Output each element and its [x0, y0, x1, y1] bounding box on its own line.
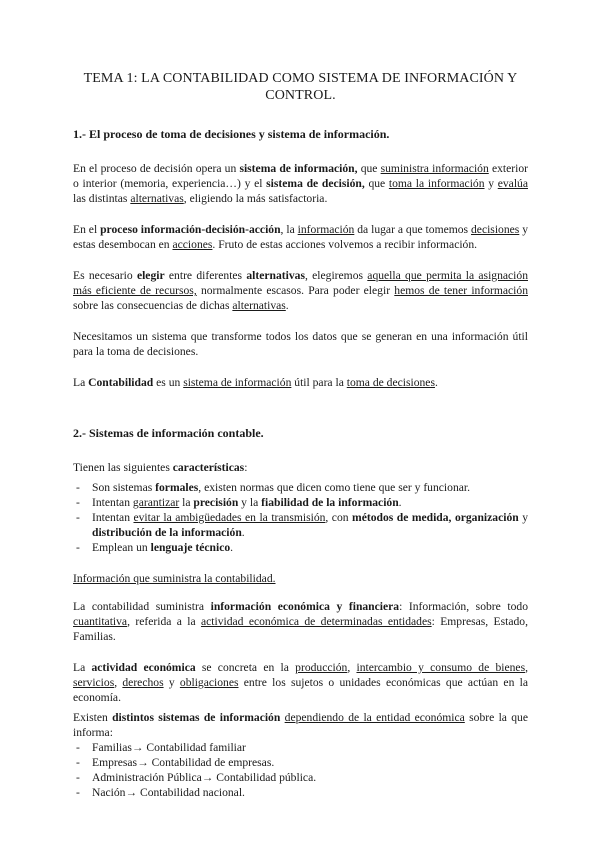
- underlined-term: información: [297, 223, 355, 236]
- text: .: [398, 496, 402, 509]
- underlined-term: evalúa: [497, 177, 528, 190]
- text: la: [179, 496, 194, 509]
- text: Intentan: [92, 511, 134, 524]
- text: Existen: [73, 711, 113, 724]
- bold-term: proceso información-decisión-acción: [100, 223, 281, 236]
- text: y: [163, 676, 180, 689]
- text: : Información, sobre todo: [399, 600, 528, 613]
- list-item: - Nación→ Contabilidad nacional.: [73, 785, 528, 800]
- text: , existen normas que dicen como tiene que ser y funcionar.: [198, 481, 471, 494]
- text: , eligiendo la más satisfactoria.: [183, 192, 328, 205]
- text: que: [357, 162, 381, 175]
- underlined-term: sistema de información: [183, 376, 292, 389]
- underlined-term: derechos: [122, 676, 164, 689]
- text: Tienen las siguientes: [73, 461, 173, 474]
- text: exterior o interior (memoria, experiencia…) y el: [73, 162, 528, 190]
- underlined-term: evitar la ambigüedades en la transmisión: [133, 511, 326, 524]
- text: Es necesario: [73, 269, 137, 282]
- list-item: - Empresas→ Contabilidad de empresas.: [73, 755, 528, 770]
- text: sobre la que informa:: [73, 711, 528, 739]
- section-1-heading: 1.- El proceso de toma de decisiones y sistema de información.: [73, 127, 390, 141]
- text: entre los sujetos o unidades económicas que actúan en la economía.: [73, 676, 528, 704]
- text: y estas desembocan en: [73, 223, 529, 251]
- text: La: [73, 661, 92, 674]
- underlined-term: dependiendo de la entidad económica: [284, 711, 465, 724]
- text: En el proceso de decisión opera un: [73, 162, 240, 175]
- underlined-term: servicios: [73, 676, 115, 689]
- text: , la: [280, 223, 298, 236]
- text: , con: [325, 511, 353, 524]
- bold-term: características: [172, 461, 245, 474]
- text: útil para la: [291, 376, 347, 389]
- text: y la: [238, 496, 262, 509]
- text: Intentan: [92, 496, 133, 509]
- systems-list: [73, 740, 528, 800]
- bold-term: formales: [155, 481, 199, 494]
- text: Emplean un: [92, 541, 151, 554]
- underlined-term: cuantitativa: [73, 615, 128, 628]
- subsection-title: [73, 571, 528, 586]
- paragraph-economic-activity: [73, 660, 528, 705]
- bold-term: elegir: [136, 269, 165, 282]
- text: y: [484, 177, 498, 190]
- underlined-term: hemos de tener información: [394, 284, 528, 297]
- paragraph-information-decision-action: [73, 222, 528, 252]
- bold-term: alternativas: [246, 269, 305, 282]
- paragraph-characteristics-intro: [73, 460, 528, 475]
- paragraph-decision-process: [73, 161, 528, 206]
- bold-term: actividad económica: [91, 661, 196, 674]
- bold-term: fiabilidad de la información: [261, 496, 399, 509]
- page-title: TEMA 1: LA CONTABILIDAD COMO SISTEMA DE INFORMACIÓN Y CONTROL.: [83, 71, 518, 103]
- bold-term: precisión: [193, 496, 239, 509]
- underlined-term: toma la información: [388, 177, 485, 190]
- paragraph-information-systems: [73, 710, 528, 740]
- text: normalmente escasos. Para poder elegir: [196, 284, 395, 297]
- section-2-heading: 2.- Sistemas de información contable.: [73, 426, 264, 440]
- text: y: [518, 511, 528, 524]
- text: da lugar a que tomemos: [354, 223, 471, 236]
- bold-term: métodos de medida, organización: [352, 511, 519, 524]
- bold-term: distintos sistemas de información: [112, 711, 281, 724]
- underlined-term: garantizar: [132, 496, 180, 509]
- section-spacer: [73, 406, 528, 426]
- paragraph-economic-information: [73, 599, 528, 644]
- underlined-term: aquella que permita la asignación más eficiente de recursos,: [73, 269, 528, 297]
- text: entre diferentes: [164, 269, 247, 282]
- underlined-term: alternativas: [130, 192, 184, 205]
- text: La: [73, 376, 89, 389]
- bold-term: lenguaje técnico: [150, 541, 231, 554]
- underlined-term: alternativas: [232, 299, 286, 312]
- text: En el: [73, 223, 101, 236]
- text: ,: [525, 661, 528, 674]
- text: es un: [153, 376, 184, 389]
- text: que: [364, 177, 389, 190]
- bold-term: información económica y financiera: [210, 600, 400, 613]
- text: .: [230, 541, 234, 554]
- text: .: [434, 376, 438, 389]
- paragraph-choose-alternatives: [73, 268, 528, 313]
- text: las distintas: [73, 192, 131, 205]
- list-item: [73, 480, 528, 495]
- text: , referida a la: [127, 615, 201, 628]
- text: , elegiremos: [304, 269, 368, 282]
- list-item: - Administración Pública→ Contabilidad pública.: [73, 770, 528, 785]
- bold-term: Contabilidad: [88, 376, 154, 389]
- underlined-term: suministra información: [380, 162, 489, 175]
- characteristics-list: [73, 480, 528, 555]
- text: sobre las consecuencias de dichas: [73, 299, 233, 312]
- list-item: [73, 510, 528, 540]
- text: .: [241, 526, 245, 539]
- text: . Fruto de estas acciones volvemos a recibir información.: [212, 238, 478, 251]
- text: :: [244, 461, 248, 474]
- paragraph-transform-data: Necesitamos un sistema que transforme todos los datos que se generan en una información útil para la toma de decisiones.: [73, 330, 528, 358]
- paragraph-accounting-definition: [73, 375, 528, 390]
- text: La contabilidad suministra: [73, 600, 211, 613]
- underlined-term: toma de decisiones: [346, 376, 435, 389]
- bold-term: sistema de información,: [239, 162, 358, 175]
- text: ,: [347, 661, 357, 674]
- underlined-term: acciones: [172, 238, 213, 251]
- list-item: - Familias→ Contabilidad familiar: [73, 740, 528, 755]
- underlined-term: decisiones: [471, 223, 520, 236]
- text: Son sistemas: [92, 481, 156, 494]
- text: .: [285, 299, 289, 312]
- text: ,: [114, 676, 123, 689]
- text: : Empresas, Estado, Familias.: [73, 615, 528, 643]
- text: se concreta en la: [195, 661, 296, 674]
- underlined-term: actividad económica de determinadas entidades: [200, 615, 432, 628]
- list-item: [73, 540, 528, 555]
- underlined-term: intercambio y consumo de bienes: [356, 661, 526, 674]
- bold-term: distribución de la información: [92, 526, 242, 539]
- bold-term: sistema de decisión,: [266, 177, 365, 190]
- list-item: [73, 495, 528, 510]
- underlined-term: producción: [295, 661, 348, 674]
- underlined-term: Información que suministra la contabilidad.: [73, 572, 276, 585]
- underlined-term: obligaciones: [179, 676, 239, 689]
